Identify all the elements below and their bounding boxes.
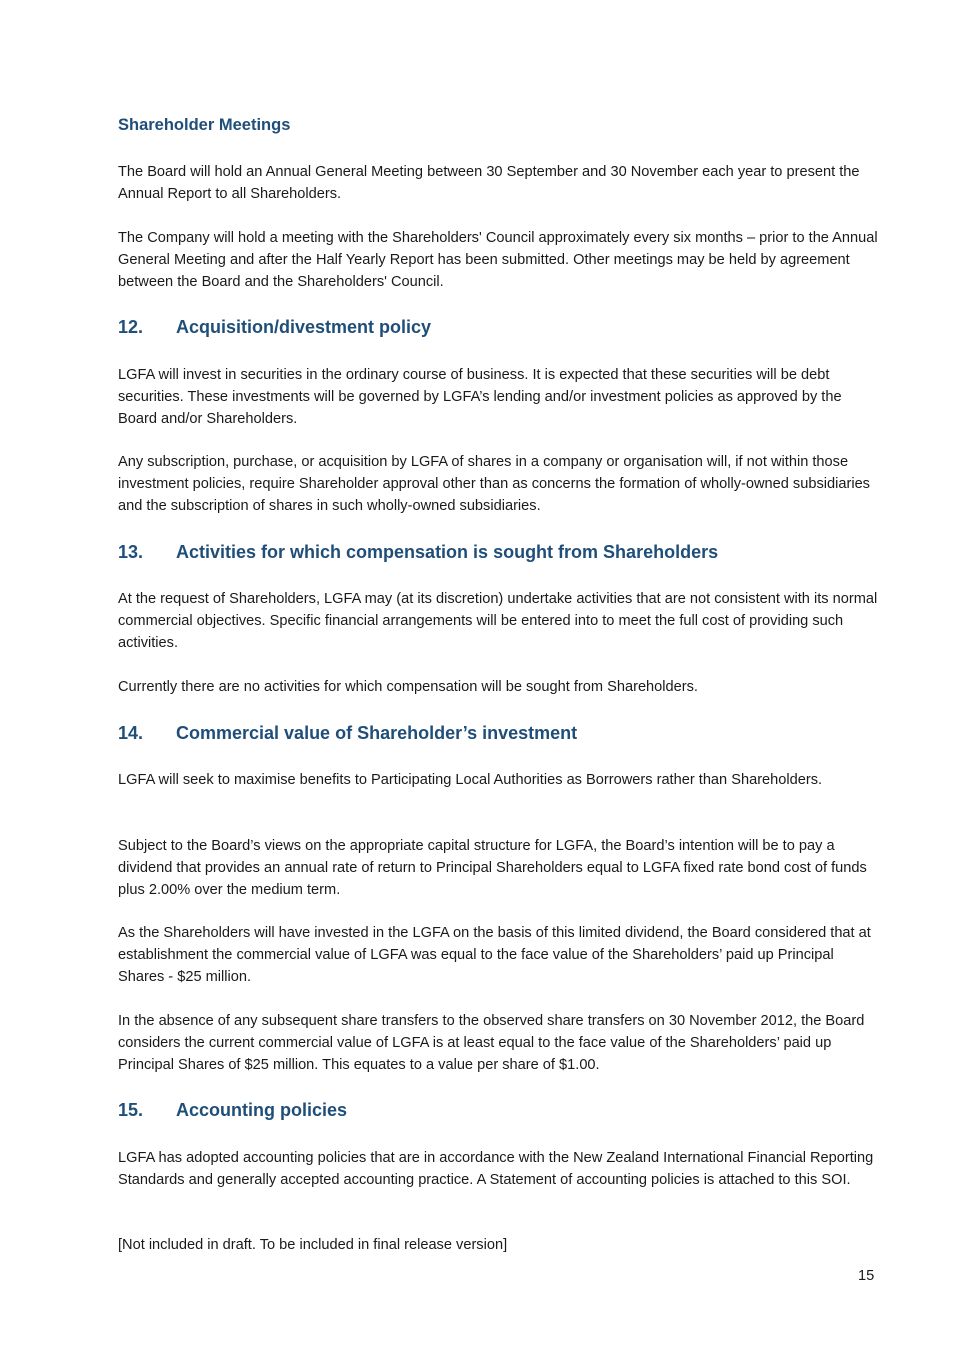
section-number: 15.	[118, 1100, 144, 1120]
section-title: Commercial value of Shareholder’s investment	[176, 723, 578, 743]
section-12-paragraph-2: Any subscription, purchase, or acquisition by LGFA of shares in a company or organisation will, if not within those investment policies, require Shareholder approval other than as concerns the formation of wholly-owned subsidiaries and the subscription of shares in such wholly-owned subsidiaries.	[118, 454, 870, 514]
section-12-heading	[118, 317, 431, 338]
section-number: 12.	[118, 317, 144, 337]
section-15-paragraph-1: LGFA has adopted accounting policies that are in accordance with the New Zealand International Financial Reporting Standards and generally accepted accounting practice. A Statement of accounting policies is attached to this SOI.	[118, 1150, 874, 1188]
section-title: Activities for which compensation is sought from Shareholders	[176, 542, 719, 562]
shareholder-meetings-paragraph-1: The Board will hold an Annual General Meeting between 30 September and 30 November each year to present the Annual Report to all Shareholders.	[118, 164, 860, 202]
section-12-paragraph-1: LGFA will invest in securities in the ordinary course of business. It is expected that these securities will be debt securities. These investments will be governed by LGFA’s lending and/or investment policies as approved by the Board and/or Shareholders.	[118, 367, 842, 427]
shareholder-meetings-paragraph-2: The Company will hold a meeting with the Shareholders' Council approximately every six months – prior to the Annual General Meeting and after the Half Yearly Report has been submitted. Other meetings may be held by agreement between the Board and the Shareholders' Council.	[118, 230, 878, 290]
section-number: 14.	[118, 723, 144, 743]
section-number: 13.	[118, 542, 144, 562]
section-15-heading	[118, 1100, 347, 1121]
page-number: 15	[858, 1268, 875, 1284]
section-14-paragraph-4: In the absence of any subsequent share transfers to the observed share transfers on 30 November 2012, the Board considers the current commercial value of LGFA is at least equal to the face value of the Shareholders’ paid up Principal Shares of $25 million. This equates to a value per share of $1.00.	[118, 1013, 865, 1073]
section-14-paragraph-3: As the Shareholders will have invested in the LGFA on the basis of this limited dividend, the Board considered that at establishment the commercial value of LGFA was equal to the face value of the Shareholders’ paid up Principal Shares - $25 million.	[118, 925, 871, 985]
section-14-heading	[118, 723, 577, 744]
section-15-paragraph-2: [Not included in draft. To be included in final release version]	[118, 1237, 508, 1253]
section-14-paragraph-2: Subject to the Board’s views on the appropriate capital structure for LGFA, the Board’s intention will be to pay a dividend that provides an annual rate of return to Principal Shareholders equal to LGFA fixed rate bond cost of funds plus 2.00% over the medium term.	[118, 838, 867, 898]
section-title: Acquisition/divestment policy	[176, 317, 432, 337]
section-13-heading	[118, 542, 718, 563]
section-14-paragraph-1: LGFA will seek to maximise benefits to Participating Local Authorities as Borrowers rather than Shareholders.	[118, 772, 823, 788]
section-title: Accounting policies	[176, 1100, 348, 1120]
section-13-paragraph-1: At the request of Shareholders, LGFA may (at its discretion) undertake activities that are not consistent with its normal commercial objectives. Specific financial arrangements will be entered into to meet the full cost of providing such activities.	[118, 591, 878, 651]
shareholder-meetings-heading: Shareholder Meetings	[118, 116, 291, 134]
section-13-paragraph-2: Currently there are no activities for which compensation will be sought from Shareholders.	[118, 679, 698, 695]
